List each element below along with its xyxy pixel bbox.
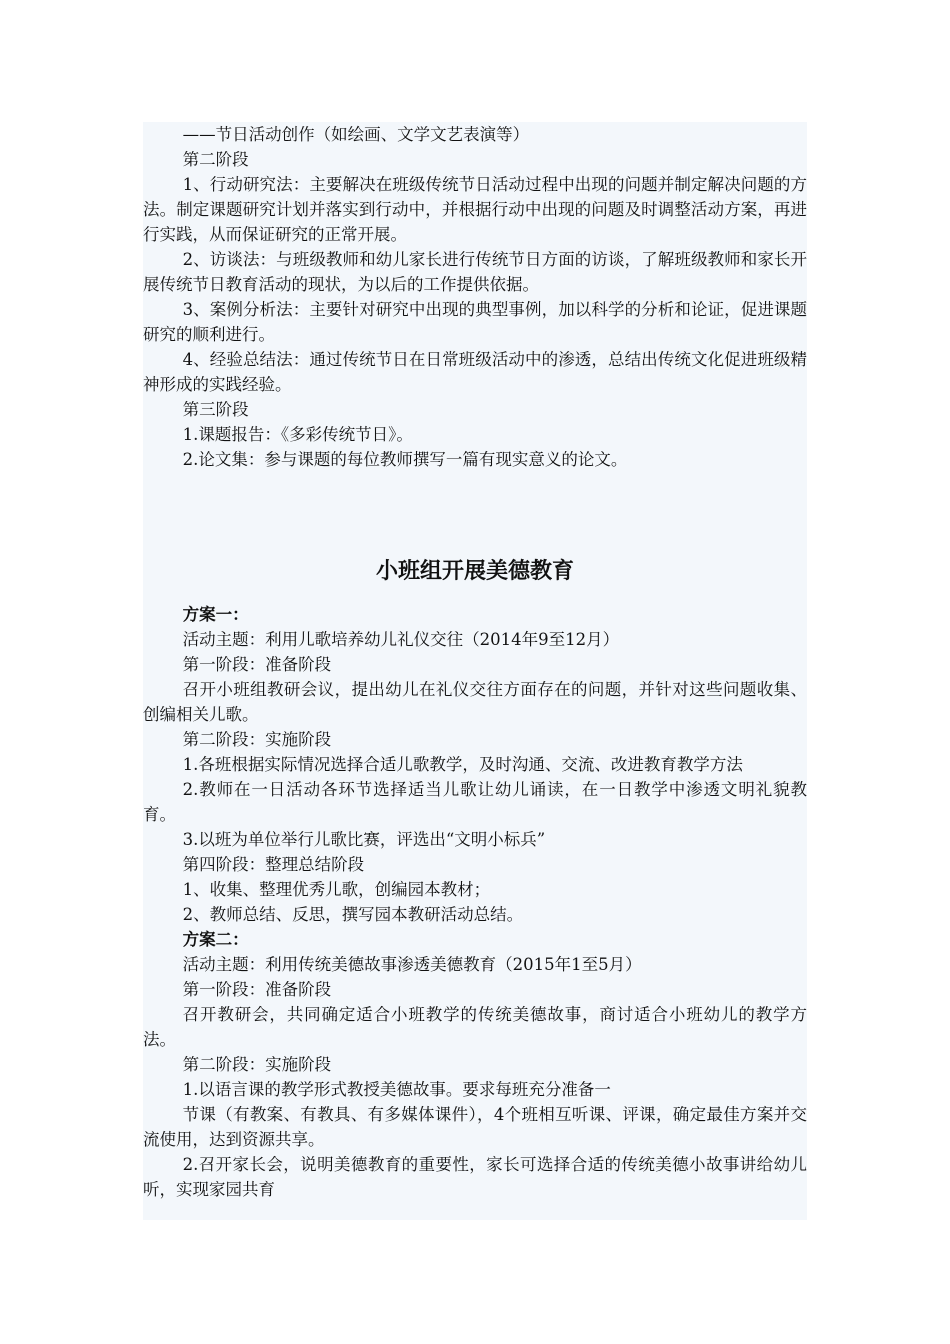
paragraph: 2.论文集：参与课题的每位教师撰写一篇有现实意义的论文。	[182, 450, 628, 469]
paragraph: 活动主题：利用传统美德故事渗透美德教育（2015年1至5月）	[182, 955, 642, 974]
paragraph: 3、案例分析法：主要针对研究中出现的典型事例，加以科学的分析和论证，促进课题研究的顺利进行。	[143, 300, 807, 344]
paragraph: 3.以班为单位举行儿歌比赛，评选出“文明小标兵”	[182, 830, 546, 849]
paragraph: 1.课题报告：《多彩传统节日》。	[182, 425, 413, 444]
paragraph: 第二阶段：实施阶段	[182, 730, 332, 749]
document-body	[143, 122, 807, 1202]
paragraph: 活动主题：利用儿歌培养幼儿礼仪交往（2014年9至12月）	[182, 630, 620, 649]
paragraph: 2、访谈法：与班级教师和幼儿家长进行传统节日方面的访谈，了解班级教师和家长开展传统节日教育活动的现状，为以后的工作提供依据。	[143, 250, 807, 294]
paragraph: 1、行动研究法：主要解决在班级传统节日活动过程中出现的问题并制定解决问题的方法。制定课题研究计划并落实到行动中，并根据行动中出现的问题及时调整活动方案，再进行实践，从而保证研究的正常开展。	[143, 175, 807, 244]
plan-heading: 方案一：	[182, 605, 249, 624]
paragraph: 第一阶段：准备阶段	[182, 655, 332, 674]
paragraph: 召开小班组教研会议，提出幼儿在礼仪交往方面存在的问题，并针对这些问题收集、创编相关儿歌。	[143, 680, 807, 724]
paragraph: 2.召开家长会，说明美德教育的重要性，家长可选择合适的传统美德小故事讲给幼儿听，实现家园共育	[143, 1155, 807, 1199]
paragraph: 第四阶段：整理总结阶段	[182, 855, 365, 874]
section-title: 小班组开展美德教育	[375, 559, 574, 584]
paragraph: ——节日活动创作（如绘画、文学文艺表演等）	[182, 125, 530, 144]
paragraph: 第一阶段：准备阶段	[182, 980, 332, 999]
paragraph: 2.教师在一日活动各环节选择适当儿歌让幼儿诵读，在一日教学中渗透文明礼貌教育。	[143, 780, 807, 824]
paragraph: 1.各班根据实际情况选择合适儿歌教学，及时沟通、交流、改进教育教学方法	[182, 755, 743, 774]
paragraph: 第三阶段	[182, 400, 249, 419]
paragraph: 4、经验总结法：通过传统节日在日常班级活动中的渗透，总结出传统文化促进班级精神形成的实践经验。	[143, 350, 807, 394]
paragraph: 2、教师总结、反思，撰写园本教研活动总结。	[182, 905, 524, 924]
paragraph: 第二阶段	[182, 150, 249, 169]
paragraph: 召开教研会，共同确定适合小班教学的传统美德故事，商讨适合小班幼儿的教学方法。	[143, 1005, 807, 1049]
paragraph: 1.以语言课的教学形式教授美德故事。要求每班充分准备一	[182, 1080, 611, 1099]
plan-heading: 方案二：	[182, 930, 249, 949]
paragraph: 节课（有教案、有教具、有多媒体课件），4个班相互听课、评课，确定最佳方案并交流使用，达到资源共享。	[143, 1105, 807, 1149]
paragraph: 第二阶段：实施阶段	[182, 1055, 332, 1074]
section-spacer	[143, 472, 807, 542]
paragraph: 1、收集、整理优秀儿歌，创编园本教材；	[182, 880, 491, 899]
